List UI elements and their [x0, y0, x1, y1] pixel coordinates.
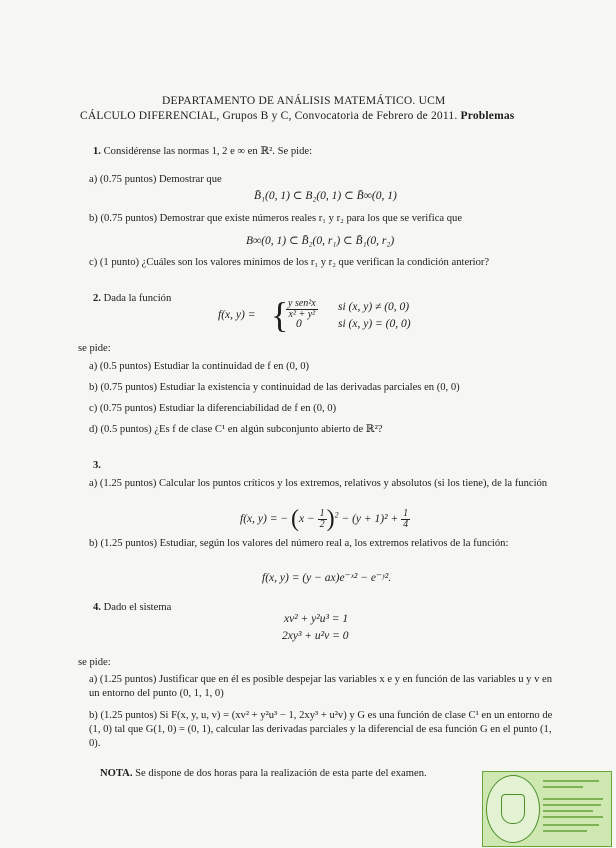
problem-2c: c) (0.75 puntos) Estudiar la diferenciabilidad de f en (0, 0) — [89, 403, 337, 414]
department-header: DEPARTAMENTO DE ANÁLISIS MATEMÁTICO. UCM — [162, 95, 446, 107]
problem-4-eq2: 2xy³ + u²v = 0 — [282, 630, 349, 642]
problem-3a-formula: f(x, y) = − (x − $\frac{1}{2}$ )$^2$ − (y + 1)² + $\frac{1}{4}$ — [240, 506, 409, 532]
piecewise-brace: { — [271, 295, 289, 335]
problem-2b: b) (0.75 puntos) Estudiar la existencia y continuidad de las derivadas parciales en (0, 0) — [89, 382, 460, 393]
problem-2-f-lhs: f(x, y) = — [218, 309, 256, 321]
problem-1a-formula: B̄₁(0, 1) ⊂ B₂(0, 1) ⊂ B̄∞(0, 1) — [254, 190, 397, 202]
problem-3-number: 3. — [93, 460, 101, 471]
university-seal-icon — [486, 775, 540, 843]
problem-2-intro: 2. Dada la función — [93, 293, 172, 304]
problem-1a: a) (0.75 puntos) Demostrar que — [89, 174, 222, 185]
problem-2a: a) (0.5 puntos) Estudiar la continuidad de f en (0, 0) — [89, 361, 310, 372]
problem-2-zero: 0 — [296, 318, 302, 330]
problem-2-fraction: $\frac{\text{y sen²x}}{\text{x² + y²}}$ — [288, 298, 316, 320]
problem-1c: c) (1 punto) ¿Cuáles son los valores mínimos de los r₁ y r₂ que verifican la condición anterior? — [89, 257, 490, 268]
problem-3a: a) (1.25 puntos) Calcular los puntos críticos y los extremos, relativos y absolutos (si los tiene), de la función — [89, 478, 548, 489]
problem-4-intro: 4. Dado el sistema — [93, 602, 172, 613]
problem-4b: b) (1.25 puntos) Si F(x, y, u, v) = (xv² + y²u³ − 1, 2xy³ + u²v) y G es una función de clase C¹ en un entorno de (1, 0) tal que G(1, 0) = (0, 1), calcular las derivadas parciales y la diferencial de esa función G en el punto (1, 0). — [89, 710, 553, 749]
problem-2-sepide: se pide: — [78, 343, 111, 354]
problem-1b: b) (0.75 puntos) Demostrar que existe números reales r₁ y r₂ para los que se verifica que — [89, 213, 463, 224]
problem-4-sepide: se pide: — [78, 657, 111, 668]
exam-note: NOTA. Se dispone de dos horas para la realización de esta parte del examen. — [100, 768, 427, 779]
problem-1b-formula: B∞(0, 1) ⊂ B̄₂(0, r₁) ⊂ B̄₁(0, r₂) — [246, 235, 395, 247]
problem-2d: d) (0.5 puntos) ¿Es f de clase C¹ en algún subconjunto abierto de ℝ²? — [89, 424, 383, 435]
problem-4a: a) (1.25 puntos) Justificar que en él es posible despejar las variables x e y en función de las variables u y v en un entorno del punto (0, 1, 1, 0) — [89, 674, 553, 699]
registration-stamp — [482, 771, 612, 847]
problem-2-case1: si (x, y) ≠ (0, 0) — [338, 301, 410, 313]
problem-3b: b) (1.25 puntos) Estudiar, según los valores del número real a, los extremos relativos de la función: — [89, 538, 509, 549]
problem-3b-formula: f(x, y) = (y − ax)e⁻ˣ² − e⁻ʸ². — [262, 572, 392, 584]
problem-4-eq1: xv² + y²u³ = 1 — [284, 613, 349, 625]
problems-title: Problemas — [460, 110, 515, 122]
problem-2-case2: si (x, y) = (0, 0) — [338, 318, 411, 330]
problem-1-intro: 1. Considérense las normas 1, 2 e ∞ en ℝ². Se pide: — [93, 146, 313, 157]
course-header: CÁLCULO DIFERENCIAL, Grupos B y C, Convocatoria de Febrero de 2011. Problemas — [80, 110, 515, 122]
